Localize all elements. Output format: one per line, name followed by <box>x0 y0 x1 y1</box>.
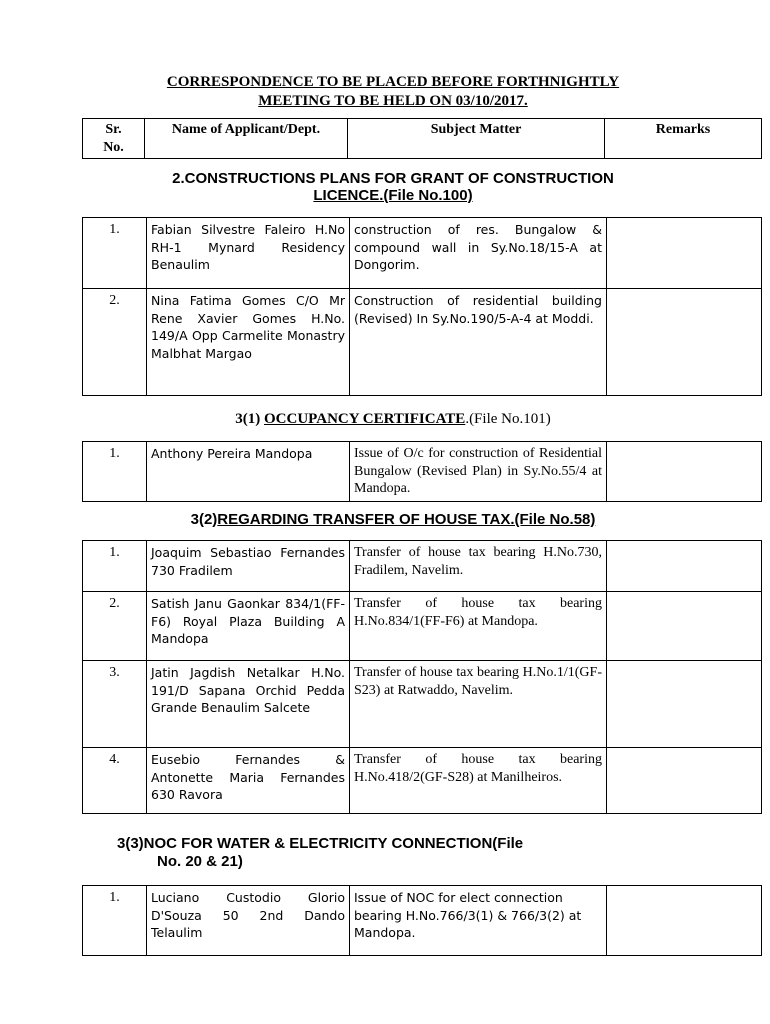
row-subject: Transfer of house tax bearing H.No.730, Fradilem, Navelim. <box>350 541 607 592</box>
row-remarks <box>607 541 762 592</box>
section-2-heading-line-2: LICENCE.(File No.100) <box>313 187 473 204</box>
row-remarks <box>607 289 762 396</box>
row-sr: 1. <box>83 886 147 956</box>
section-3-1-table <box>82 441 762 502</box>
row-subject: Issue of O/c for construction of Residential Bungalow (Revised Plan) in Sy.No.55/4 at Mandopa. <box>350 442 607 502</box>
row-applicant: Jatin Jagdish Netalkar H.No. 191/D Sapana Orchid Pedda Grande Benaulim Salcete <box>147 661 350 748</box>
row-applicant: Fabian Silvestre Faleiro H.No RH-1 Mynard Residency Benaulim <box>147 218 350 289</box>
row-applicant: Luciano Custodio Glorio D'Souza 50 2nd Dando Telaulim <box>147 886 350 956</box>
table-row <box>83 442 762 502</box>
section-2-table <box>82 217 762 396</box>
row-subject: Transfer of house tax bearing H.No.1/1(GF-S23) at Ratwaddo, Navelim. <box>350 661 607 748</box>
header-sr: Sr. No. <box>83 119 145 159</box>
table-row <box>83 289 762 396</box>
section-3-3-table <box>82 885 762 956</box>
header-subject: Subject Matter <box>348 119 605 159</box>
row-remarks <box>607 442 762 502</box>
row-sr: 2. <box>83 289 147 396</box>
row-sr: 4. <box>83 748 147 814</box>
table-row <box>83 748 762 814</box>
row-sr: 1. <box>83 442 147 502</box>
row-subject: construction of res. Bungalow & compound wall in Sy.No.18/15-A at Dongorim. <box>350 218 607 289</box>
section-3-3-heading-line-2: No. 20 & 21) <box>157 853 243 870</box>
row-remarks <box>607 886 762 956</box>
row-subject: Issue of NOC for elect connection bearing H.No.766/3(1) & 766/3(2) at Mandopa. <box>350 886 607 956</box>
row-subject: Transfer of house tax bearing H.No.834/1(FF-F6) at Mandopa. <box>350 592 607 661</box>
row-remarks <box>607 592 762 661</box>
table-row <box>83 541 762 592</box>
section-2-heading-line-1: 2.CONSTRUCTIONS PLANS FOR GRANT OF CONSTRUCTION <box>172 170 614 187</box>
table-row <box>83 886 762 956</box>
row-sr: 2. <box>83 592 147 661</box>
section-3-2-table <box>82 540 762 814</box>
row-applicant: Satish Janu Gaonkar 834/1(FF-F6) Royal Plaza Building A Mandopa <box>147 592 350 661</box>
row-applicant: Eusebio Fernandes & Antonette Maria Fernandes 630 Ravora <box>147 748 350 814</box>
header-table <box>82 118 762 159</box>
row-sr: 1. <box>83 541 147 592</box>
header-remarks: Remarks <box>605 119 762 159</box>
row-applicant: Anthony Pereira Mandopa <box>147 442 350 502</box>
document-title-line-2: MEETING TO BE HELD ON 03/10/2017. <box>258 93 528 109</box>
table-row <box>83 218 762 289</box>
document-title-line-1: CORRESPONDENCE TO BE PLACED BEFORE FORTHNIGHTLY <box>166 74 620 90</box>
row-sr: 3. <box>83 661 147 748</box>
row-sr: 1. <box>83 218 147 289</box>
row-remarks <box>607 661 762 748</box>
table-row <box>83 592 762 661</box>
row-remarks <box>607 748 762 814</box>
header-name: Name of Applicant/Dept. <box>145 119 348 159</box>
row-remarks <box>607 218 762 289</box>
section-3-3-heading-line-1: 3(3)NOC FOR WATER & ELECTRICITY CONNECTION(File <box>117 835 524 852</box>
row-applicant: Joaquim Sebastiao Fernandes 730 Fradilem <box>147 541 350 592</box>
table-row <box>83 661 762 748</box>
row-subject: Construction of residential building (Revised) In Sy.No.190/5-A-4 at Moddi. <box>350 289 607 396</box>
row-subject: Transfer of house tax bearing H.No.418/2(GF-S28) at Manilheiros. <box>350 748 607 814</box>
row-applicant: Nina Fatima Gomes C/O Mr Rene Xavier Gomes H.No. 149/A Opp Carmelite Monastry Malbhat Margao <box>147 289 350 396</box>
section-3-1-heading: 3(1) OCCUPANCY CERTIFICATE.(File No.101) <box>235 411 551 427</box>
section-3-2-heading: 3(2)REGARDING TRANSFER OF HOUSE TAX.(File No.58) <box>190 511 596 528</box>
